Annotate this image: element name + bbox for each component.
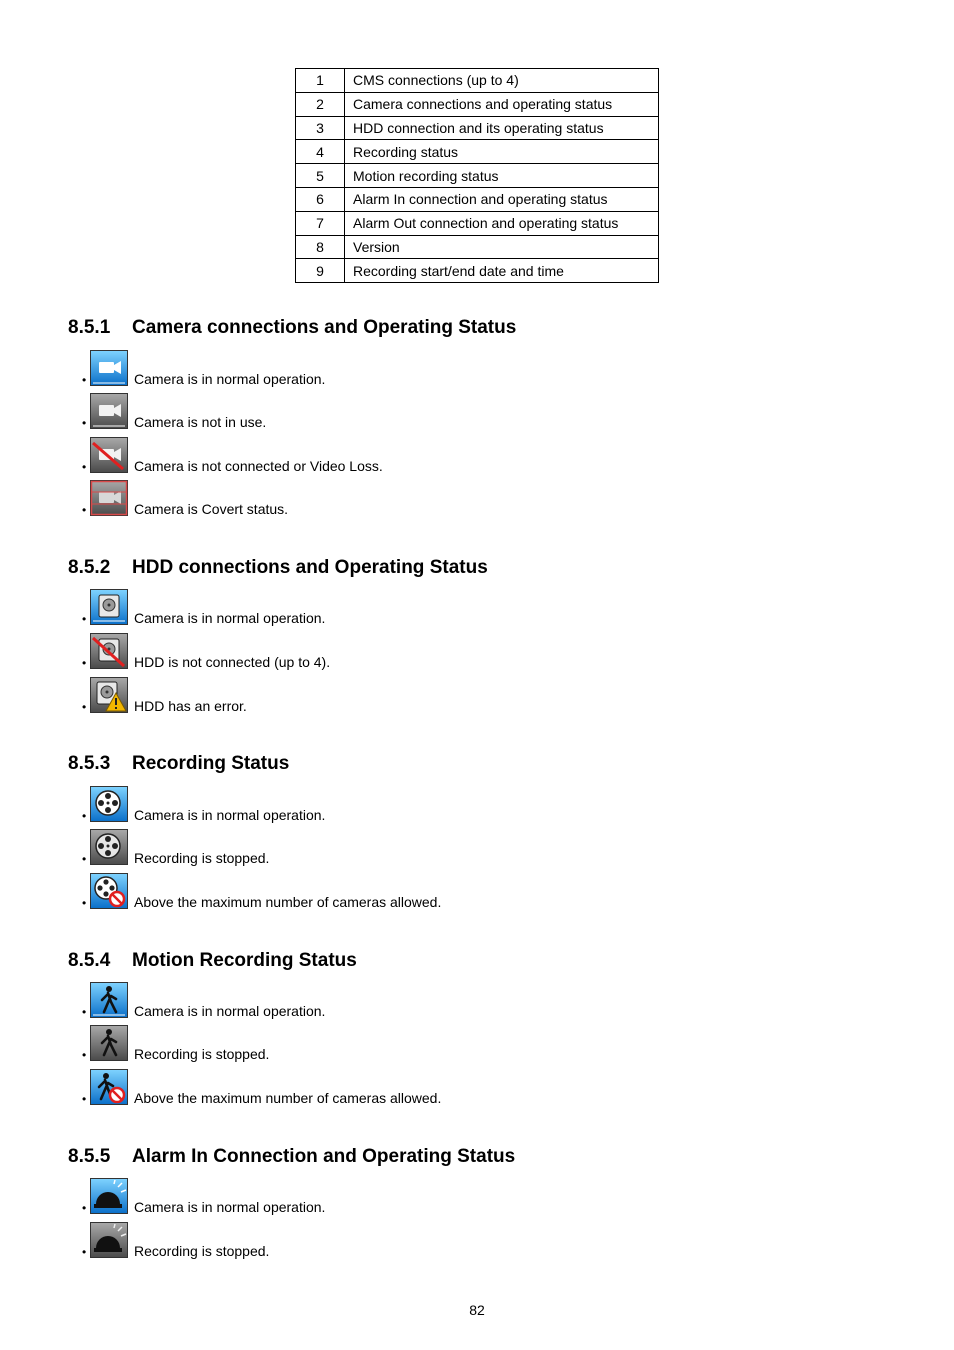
- section-title: Motion Recording Status: [132, 950, 357, 971]
- section-heading-camera: [68, 318, 516, 337]
- row-number: 9: [296, 259, 345, 283]
- item-text: Above the maximum number of cameras allowed.: [134, 894, 442, 910]
- row-description: Recording status: [345, 140, 659, 164]
- item-text: Recording is stopped.: [134, 1243, 270, 1259]
- section-number: 8.5.4: [68, 950, 111, 971]
- bullet: •: [82, 896, 87, 910]
- section-number: 8.5.1: [68, 317, 111, 338]
- row-number: 1: [296, 69, 345, 93]
- section-heading-recording: [68, 754, 289, 773]
- legend-table: [295, 68, 659, 283]
- table-row: [296, 116, 659, 140]
- row-number: 4: [296, 140, 345, 164]
- row-description: Version: [345, 235, 659, 259]
- camera-video-loss-icon: [90, 437, 128, 473]
- table-row: [296, 69, 659, 93]
- row-number: 5: [296, 164, 345, 188]
- list-item: [82, 1025, 682, 1063]
- table-row: [296, 211, 659, 235]
- item-text: Above the maximum number of cameras allowed.: [134, 1090, 442, 1106]
- item-text: Camera is in normal operation.: [134, 610, 326, 626]
- bullet: •: [82, 700, 87, 714]
- bullet: •: [82, 656, 87, 670]
- bullet: •: [82, 852, 87, 866]
- row-description: Motion recording status: [345, 164, 659, 188]
- recording-normal-icon: [90, 786, 128, 822]
- table-row: [296, 164, 659, 188]
- motion-normal-icon: [90, 982, 128, 1018]
- section-number: 8.5.3: [68, 753, 111, 774]
- list-item: [82, 873, 682, 911]
- hdd-error-icon: [90, 677, 128, 713]
- list-item: [82, 677, 682, 715]
- row-number: 2: [296, 92, 345, 116]
- alarm-in-stopped-icon: [90, 1222, 128, 1258]
- item-text: Camera is in normal operation.: [134, 1199, 326, 1215]
- alarm-in-normal-icon: [90, 1178, 128, 1214]
- section-title: Recording Status: [132, 753, 290, 774]
- bullet: •: [82, 1201, 87, 1215]
- motion-stopped-icon: [90, 1025, 128, 1061]
- bullet: •: [82, 460, 87, 474]
- bullet: •: [82, 373, 87, 387]
- section-number: 8.5.5: [68, 1146, 111, 1167]
- row-number: 8: [296, 235, 345, 259]
- row-description: Camera connections and operating status: [345, 92, 659, 116]
- page-number: 82: [469, 1302, 485, 1318]
- row-description: Recording start/end date and time: [345, 259, 659, 283]
- table-row: [296, 259, 659, 283]
- list-item: [82, 829, 682, 867]
- camera-not-in-use-icon: [90, 393, 128, 429]
- item-text: Camera is in normal operation.: [134, 371, 326, 387]
- item-text: Camera is in normal operation.: [134, 807, 326, 823]
- item-text: HDD has an error.: [134, 698, 247, 714]
- section-title: Camera connections and Operating Status: [132, 317, 517, 338]
- list-item: [82, 982, 682, 1020]
- bullet: •: [82, 1245, 87, 1259]
- bullet: •: [82, 1048, 87, 1062]
- list-item: [82, 480, 682, 518]
- item-text: Recording is stopped.: [134, 1046, 270, 1062]
- list-item: [82, 437, 682, 475]
- bullet: •: [82, 1005, 87, 1019]
- item-text: HDD is not connected (up to 4).: [134, 654, 331, 670]
- list-item: [82, 1178, 682, 1216]
- row-number: 3: [296, 116, 345, 140]
- item-text: Camera is not in use.: [134, 414, 267, 430]
- row-description: Alarm In connection and operating status: [345, 187, 659, 211]
- hdd-normal-icon: [90, 589, 128, 625]
- motion-over-limit-icon: [90, 1069, 128, 1105]
- row-description: HDD connection and its operating status: [345, 116, 659, 140]
- section-heading-hdd: [68, 558, 488, 577]
- list-item: [82, 633, 682, 671]
- list-item: [82, 1069, 682, 1107]
- table-row: [296, 187, 659, 211]
- bullet: •: [82, 809, 87, 823]
- table-row: [296, 235, 659, 259]
- bullet: •: [82, 503, 87, 517]
- item-text: Camera is not connected or Video Loss.: [134, 458, 383, 474]
- row-number: 7: [296, 211, 345, 235]
- list-item: [82, 1222, 682, 1260]
- recording-over-limit-icon: [90, 873, 128, 909]
- hdd-not-connected-icon: [90, 633, 128, 669]
- table-row: [296, 140, 659, 164]
- item-text: Camera is in normal operation.: [134, 1003, 326, 1019]
- row-description: Alarm Out connection and operating status: [345, 211, 659, 235]
- bullet: •: [82, 612, 87, 626]
- item-text: Camera is Covert status.: [134, 501, 289, 517]
- section-title: Alarm In Connection and Operating Status: [132, 1146, 516, 1167]
- item-text: Recording is stopped.: [134, 850, 270, 866]
- bullet: •: [82, 416, 87, 430]
- camera-normal-icon: [90, 350, 128, 386]
- list-item: [82, 589, 682, 627]
- table-row: [296, 92, 659, 116]
- row-number: 6: [296, 187, 345, 211]
- row-description: CMS connections (up to 4): [345, 69, 659, 93]
- section-heading-motion: [68, 951, 357, 970]
- list-item: [82, 350, 682, 388]
- section-heading-alarm-in: [68, 1147, 515, 1166]
- list-item: [82, 393, 682, 431]
- camera-covert-icon: [90, 480, 128, 516]
- section-number: 8.5.2: [68, 557, 111, 578]
- bullet: •: [82, 1092, 87, 1106]
- section-title: HDD connections and Operating Status: [132, 557, 488, 578]
- list-item: [82, 786, 682, 824]
- recording-stopped-icon: [90, 829, 128, 865]
